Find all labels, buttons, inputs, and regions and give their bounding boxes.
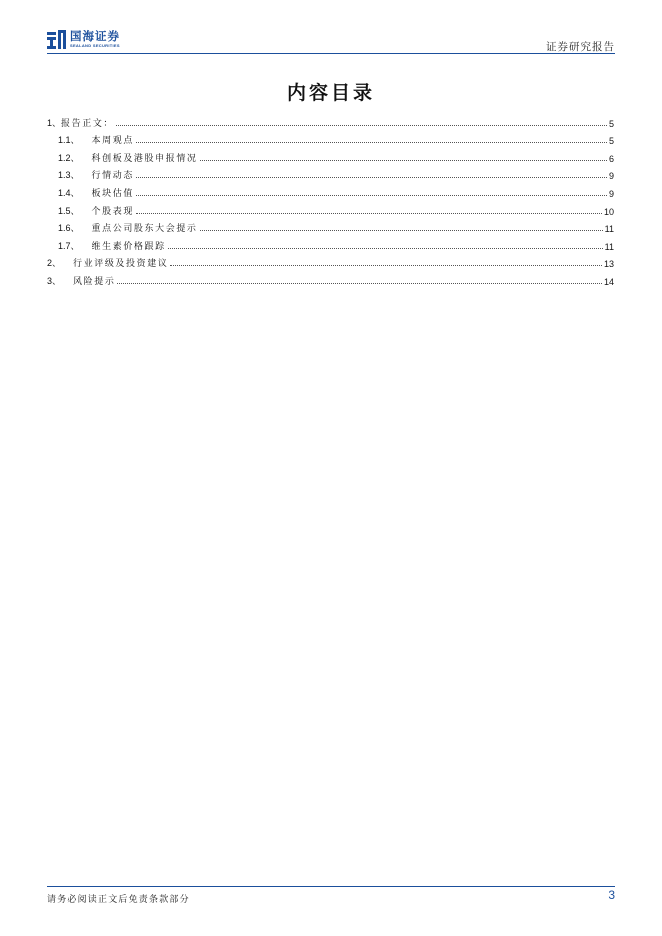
toc-dot-leader — [136, 194, 607, 196]
toc-entry-page: 14 — [603, 276, 614, 287]
table-of-contents — [47, 111, 614, 287]
toc-entry[interactable] — [47, 252, 614, 270]
toc-entry-number: 1.7、 — [58, 240, 80, 251]
toc-entry-page: 9 — [608, 171, 614, 182]
toc-dot-leader — [117, 282, 602, 284]
toc-entry[interactable] — [47, 146, 614, 164]
toc-entry-title: 科创板及港股申报情况 — [91, 153, 198, 164]
toc-entry-page: 5 — [608, 136, 614, 147]
page-number: 3 — [608, 888, 615, 902]
header-divider — [47, 53, 615, 54]
toc-entry-number: 1.2、 — [58, 152, 80, 163]
toc-entry-title: 维生素价格跟踪 — [91, 241, 166, 252]
toc-entry-page: 5 — [608, 118, 614, 129]
toc-entry-number: 1、 — [47, 117, 62, 128]
logo-mark-icon — [47, 30, 66, 49]
toc-entry-page: 10 — [603, 206, 614, 217]
toc-entry[interactable] — [47, 129, 614, 147]
toc-dot-leader — [136, 212, 602, 214]
toc-entry-number: 1.5、 — [58, 205, 80, 216]
toc-entry[interactable] — [47, 217, 614, 235]
toc-entry-page: 11 — [604, 241, 614, 252]
toc-title: 内容目录 — [286, 82, 375, 104]
toc-entry-title: 重点公司股东大会提示 — [91, 224, 198, 235]
toc-dot-leader — [116, 124, 607, 126]
toc-entry-number: 2、 — [47, 258, 62, 269]
toc-dot-leader — [168, 247, 603, 249]
toc-entry-page: 11 — [604, 224, 614, 235]
toc-entry-number: 1.3、 — [58, 170, 80, 181]
toc-entry-number: 1.1、 — [58, 135, 80, 146]
toc-entry[interactable] — [47, 181, 614, 199]
toc-entry-title: 个股表现 — [91, 206, 134, 217]
report-type-label: 证券研究报告 — [546, 41, 615, 53]
toc-entry-number: 1.4、 — [58, 187, 80, 198]
toc-entry[interactable] — [47, 164, 614, 182]
toc-entry-page: 6 — [608, 153, 614, 164]
toc-entry-title: 风险提示 — [73, 276, 116, 287]
toc-entry-title: 报告正文： — [61, 118, 115, 129]
toc-dot-leader — [136, 176, 607, 178]
toc-entry-title: 行情动态 — [91, 171, 134, 182]
toc-dot-leader — [200, 159, 607, 161]
toc-dot-leader — [200, 229, 603, 231]
toc-dot-leader — [136, 141, 607, 143]
toc-entry-page: 9 — [608, 188, 614, 199]
toc-entry[interactable] — [47, 199, 614, 217]
logo-english-name: SEALAND SECURITIES — [70, 43, 120, 48]
toc-entry-title: 本周观点 — [91, 136, 134, 147]
toc-entry-title: 板块估值 — [91, 188, 134, 199]
footer-disclaimer: 请务必阅读正文后免责条款部分 — [47, 895, 190, 905]
toc-entry-title: 行业评级及投资建议 — [73, 259, 169, 270]
logo-chinese-name: 国海证券 — [70, 29, 120, 43]
toc-entry-page: 13 — [603, 259, 614, 270]
toc-entry[interactable] — [47, 234, 614, 252]
toc-entry-number: 3、 — [47, 275, 62, 286]
company-logo — [47, 28, 120, 50]
toc-entry[interactable] — [47, 111, 614, 129]
toc-entry-number: 1.6、 — [58, 223, 80, 234]
footer-divider — [47, 886, 615, 887]
page-header — [47, 28, 615, 55]
toc-dot-leader — [170, 264, 602, 266]
toc-entry[interactable] — [47, 269, 614, 287]
